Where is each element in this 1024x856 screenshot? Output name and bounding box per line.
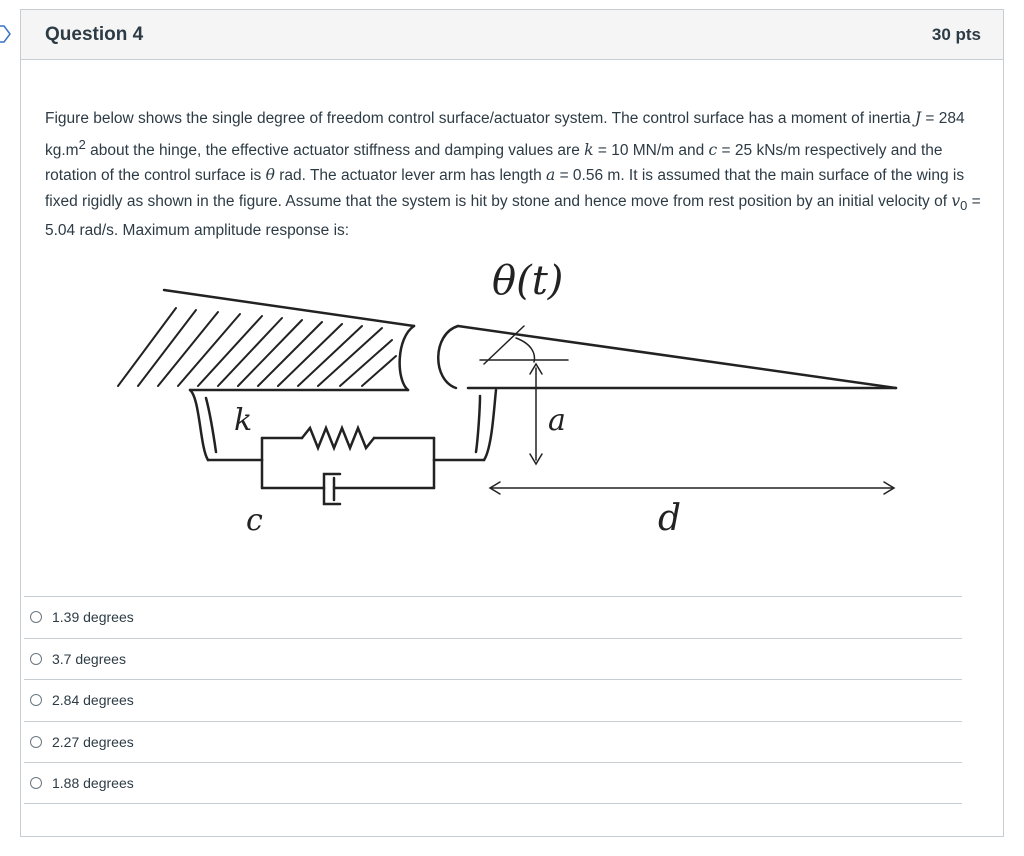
k-label: k	[234, 403, 253, 438]
math-symbol-J: J	[914, 109, 922, 127]
radio-button[interactable]	[30, 736, 42, 748]
answer-label: 1.39 degrees	[52, 609, 134, 626]
radio-button[interactable]	[30, 694, 42, 706]
question-text-part: = 10 MN/m and	[593, 141, 709, 159]
answer-option[interactable]	[24, 721, 962, 763]
question-text	[45, 106, 985, 244]
radio-button[interactable]	[30, 653, 42, 665]
answer-option[interactable]	[24, 596, 962, 638]
answer-label: 1.88 degrees	[52, 774, 134, 791]
question-text-part: = 25 kNs/m respectively and the rotation of the control surface is	[45, 141, 943, 185]
a-label: a	[548, 403, 566, 438]
math-symbol-a: a	[546, 166, 556, 185]
question-text-part: = 0.56 m. It is assumed that the main surface of the wing is fixed rigidly as shown in the figure. Assume that the system is hit by stone and hence move from rest position by an initial velocity of	[45, 167, 965, 210]
math-symbol-theta: θ	[265, 166, 275, 185]
c-label: c	[246, 503, 263, 538]
question-flag-icon[interactable]	[0, 24, 12, 44]
radio-button[interactable]	[30, 611, 42, 623]
question-title: Question 4	[45, 23, 144, 45]
answer-label: 2.84 degrees	[52, 692, 134, 709]
question-text-part: about the hinge, the effective actuator stiffness and damping values are	[85, 141, 585, 159]
question-header	[21, 10, 1003, 60]
question-points: 30 pts	[931, 24, 981, 44]
math-symbol-k: k	[584, 140, 594, 159]
answer-list	[24, 596, 962, 804]
control-surface-figure	[96, 248, 916, 548]
answer-option[interactable]	[24, 638, 962, 680]
d-label: d	[658, 498, 682, 539]
subscript: 0	[960, 197, 968, 213]
answer-option[interactable]	[24, 762, 962, 804]
answer-option[interactable]	[24, 679, 962, 721]
math-symbol-v: v	[951, 191, 961, 210]
radio-button[interactable]	[30, 777, 42, 789]
question-text-part: Figure below shows the single degree of freedom control surface/actuator system. The control surface has a moment of inertia	[45, 110, 915, 127]
question-text-part: = 284 kg.m	[45, 110, 965, 159]
theta-label: θ(t)	[492, 258, 564, 304]
answer-label: 3.7 degrees	[52, 650, 126, 667]
answer-label: 2.27 degrees	[52, 733, 134, 750]
question-text-part: rad. The actuator lever arm has length	[274, 167, 547, 185]
superscript: 2	[78, 136, 86, 152]
math-symbol-c: c	[708, 140, 718, 159]
question-text-part: = 5.04 rad/s. Maximum amplitude response is:	[45, 192, 981, 240]
